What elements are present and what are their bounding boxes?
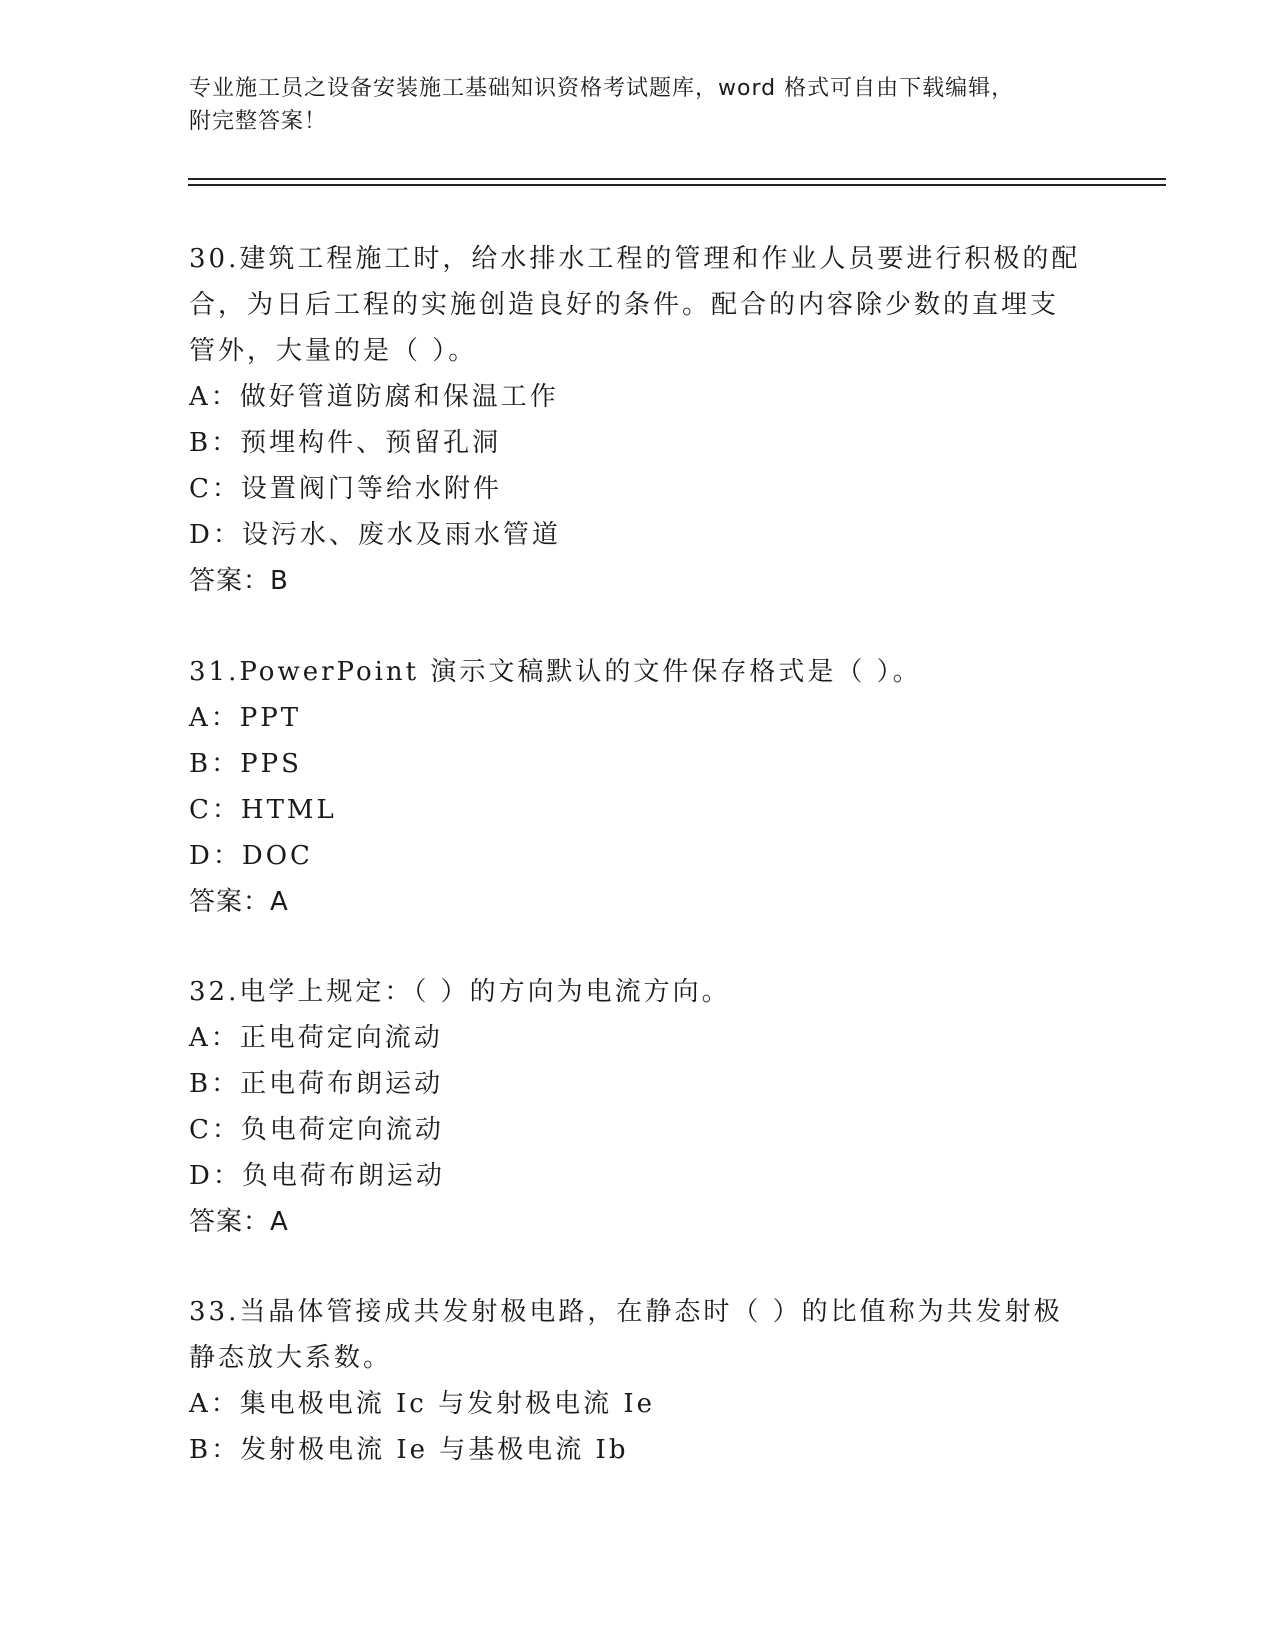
question-text-line: 30.建筑工程施工时，给水排水工程的管理和作业人员要进行积极的配 <box>189 244 1081 274</box>
question-text-line: 31.PowerPoint 演示文稿默认的文件保存格式是（ ）。 <box>189 657 922 687</box>
option-a: A：PPT <box>189 703 302 733</box>
header-divider-bottom <box>188 184 1166 186</box>
header-divider-top <box>188 178 1166 180</box>
option-c: C：设置阀门等给水附件 <box>189 474 502 504</box>
question-30 <box>189 236 1089 604</box>
option-d: D：设污水、废水及雨水管道 <box>189 520 561 550</box>
option-c: C：负电荷定向流动 <box>189 1115 444 1145</box>
question-33 <box>189 1289 1089 1473</box>
option-a: A：正电荷定向流动 <box>189 1023 443 1053</box>
answer-line: 答案：B <box>189 566 289 596</box>
option-b: B：预埋构件、预留孔洞 <box>189 428 502 458</box>
question-text-line: 静态放大系数。 <box>189 1343 393 1373</box>
option-a: A：做好管道防腐和保温工作 <box>189 382 559 412</box>
option-d: D：负电荷布朗运动 <box>189 1161 445 1191</box>
answer-line: 答案：A <box>189 887 289 917</box>
header-line-1: 专业施工员之设备安装施工基础知识资格考试题库，word 格式可自由下载编辑， <box>189 76 1015 101</box>
option-c: C：HTML <box>189 795 337 825</box>
question-text-line: 合，为日后工程的实施创造良好的条件。配合的内容除少数的直埋支 <box>189 290 1060 320</box>
question-31 <box>189 649 1089 925</box>
answer-line: 答案：A <box>189 1207 289 1237</box>
document-header <box>189 72 1089 138</box>
option-a: A：集电极电流 Ic 与发射极电流 Ie <box>189 1389 656 1419</box>
question-32 <box>189 969 1089 1245</box>
option-d: D：DOC <box>189 841 313 871</box>
header-line-2: 附完整答案！ <box>189 109 328 134</box>
question-text-line: 33.当晶体管接成共发射极电路，在静态时（ ）的比值称为共发射极 <box>189 1297 1063 1327</box>
question-text-line: 32.电学上规定：（ ）的方向为电流方向。 <box>189 977 731 1007</box>
option-b: B：PPS <box>189 749 302 779</box>
option-b: B：发射极电流 Ie 与基极电流 Ib <box>189 1435 629 1465</box>
question-text-line: 管外，大量的是（ ）。 <box>189 336 478 366</box>
option-b: B：正电荷布朗运动 <box>189 1069 444 1099</box>
